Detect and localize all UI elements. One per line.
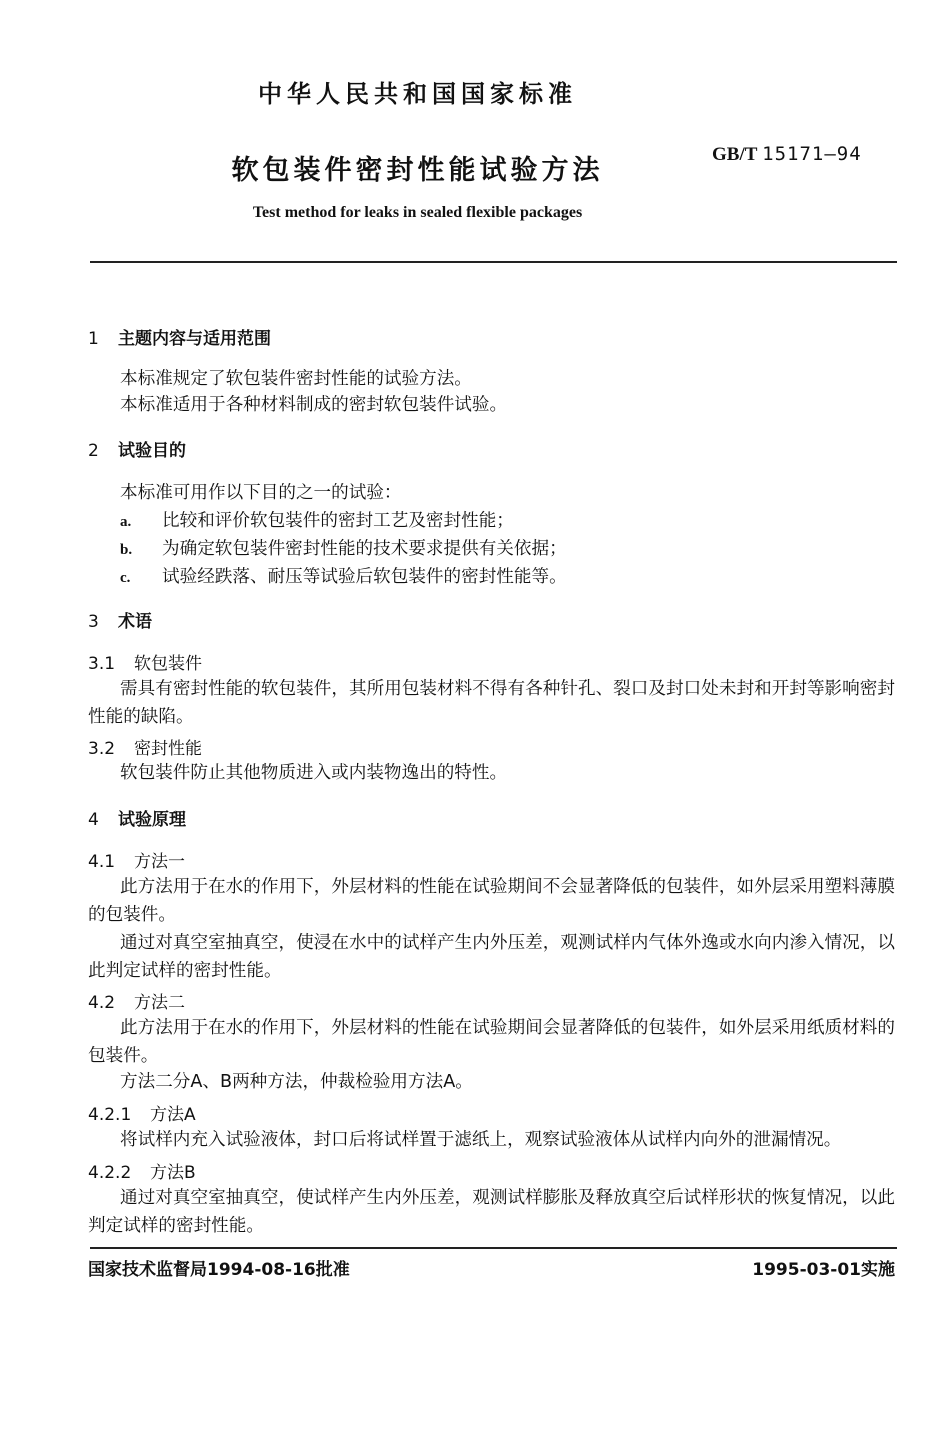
list-label: c. xyxy=(120,570,131,586)
subsection-number: 3.1 xyxy=(88,654,116,674)
subsection-title: 方法B xyxy=(150,1163,196,1183)
code-prefix: GB/T xyxy=(712,144,758,165)
section-2-heading xyxy=(88,436,186,461)
paragraph: 通过对真空室抽真空，使试样产生内外压差，观测试样膨胀及释放真空后试样形状的恢复情况，以此判定试样的密封性能。 xyxy=(88,1188,895,1236)
list-text: 比较和评价软包装件的密封工艺及密封性能； xyxy=(162,511,514,531)
english-title: Test method for leaks in sealed flexible packages xyxy=(252,204,583,221)
list-label: b. xyxy=(120,542,133,558)
section-title: 试验原理 xyxy=(118,810,186,830)
subsection-3-2-heading xyxy=(88,734,202,759)
list-label: a. xyxy=(120,514,132,530)
header-divider xyxy=(90,261,897,263)
paragraph: 本标准规定了软包装件密封性能的试验方法。 xyxy=(120,369,472,389)
subsection-4-2-heading xyxy=(88,988,185,1013)
section-title: 主题内容与适用范围 xyxy=(118,329,271,349)
subsection-title: 密封性能 xyxy=(134,739,202,759)
subsection-title: 方法A xyxy=(150,1105,196,1125)
subsection-number: 4.1 xyxy=(88,852,116,872)
subsection-title: 方法二 xyxy=(134,993,185,1013)
subsection-title: 方法一 xyxy=(134,852,185,872)
section-3-heading xyxy=(88,607,152,632)
paragraph: 软包装件防止其他物质进入或内装物逸出的特性。 xyxy=(120,763,508,783)
list-text: 试验经跌落、耐压等试验后软包装件的密封性能等。 xyxy=(162,567,567,587)
subsection-number: 4.2.1 xyxy=(88,1105,132,1125)
section-number: 2 xyxy=(88,441,99,461)
subsection-number: 4.2 xyxy=(88,993,116,1013)
section-title: 试验目的 xyxy=(118,441,186,461)
approval-info: 国家技术监督局1994-08-16批准 xyxy=(88,1260,350,1280)
paragraph: 本标准适用于各种材料制成的密封软包装件试验。 xyxy=(120,395,508,415)
list-text: 为确定软包装件密封性能的技术要求提供有关依据； xyxy=(162,539,567,559)
paragraph: 此方法用于在水的作用下，外层材料的性能在试验期间会显著降低的包装件，如外层采用纸质材料的包装件。 xyxy=(88,1018,895,1066)
document-title: 软包装件密封性能试验方法 xyxy=(231,155,604,186)
subsection-4-2-1-heading xyxy=(88,1100,196,1125)
paragraph: 通过对真空室抽真空，使浸在水中的试样产生内外压差，观测试样内气体外逸或水向内渗入情况，以此判定试样的密封性能。 xyxy=(88,933,895,981)
paragraph: 需具有密封性能的软包装件，其所用包装材料不得有各种针孔、裂口及封口处未封和开封等影响密封性能的缺陷。 xyxy=(88,679,895,727)
list-item xyxy=(120,507,514,532)
standard-code xyxy=(712,143,862,166)
subsection-4-2-2-heading xyxy=(88,1158,196,1183)
list-item xyxy=(120,535,567,560)
effective-date: 1995-03-01实施 xyxy=(752,1260,895,1280)
paragraph: 此方法用于在水的作用下，外层材料的性能在试验期间不会显著降低的包装件，如外层采用塑料薄膜的包装件。 xyxy=(88,877,895,925)
section-1-heading xyxy=(88,324,271,349)
footer-divider xyxy=(90,1247,897,1249)
paragraph: 本标准可用作以下目的之一的试验： xyxy=(120,483,402,503)
section-number: 3 xyxy=(88,612,99,632)
section-4-heading xyxy=(88,805,186,830)
subsection-4-1-heading xyxy=(88,847,185,872)
paragraph: 将试样内充入试验液体，封口后将试样置于滤纸上，观察试验液体从试样内向外的泄漏情况。 xyxy=(120,1130,842,1150)
subsection-title: 软包装件 xyxy=(134,654,202,674)
section-number: 4 xyxy=(88,810,99,830)
section-number: 1 xyxy=(88,329,99,349)
list-item xyxy=(120,563,567,588)
subsection-number: 4.2.2 xyxy=(88,1163,132,1183)
paragraph: 方法二分A、B两种方法，仲裁检验用方法A。 xyxy=(120,1072,473,1092)
code-number: 15171—94 xyxy=(762,143,862,165)
standard-type: 中华人民共和国国家标准 xyxy=(258,80,577,108)
subsection-number: 3.2 xyxy=(88,739,116,759)
subsection-3-1-heading xyxy=(88,649,202,674)
section-title: 术语 xyxy=(118,612,152,632)
